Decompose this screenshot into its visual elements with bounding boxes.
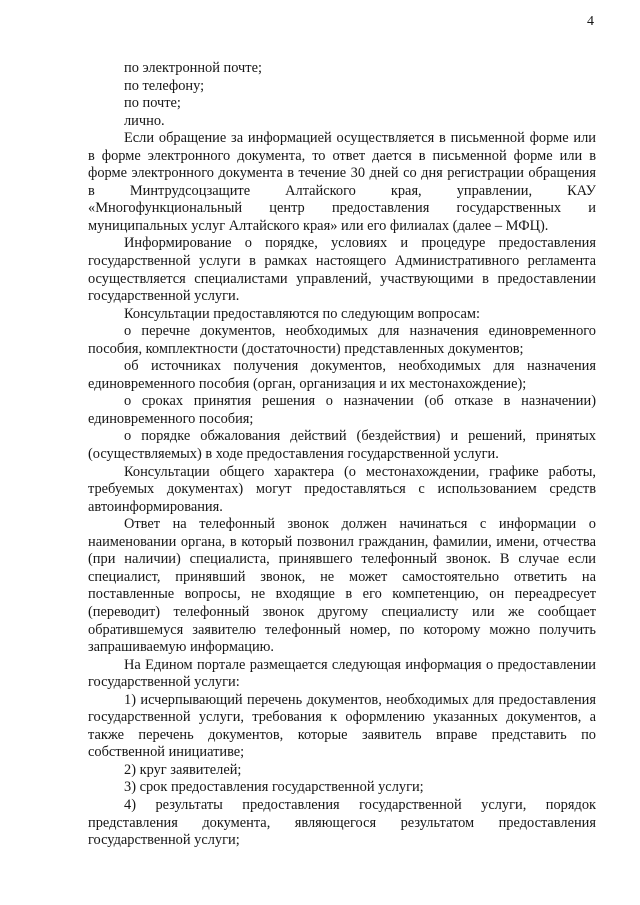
paragraph-topic-sources: об источниках получения документов, необходимых для назначения единовременного пособия (орган, организация и их местонахождение); [88,358,596,392]
paragraph-topic-documents: о перечне документов, необходимых для назначения единовременного пособия, комплектности (достаточности) представленных документов; [88,323,596,357]
paragraph-consultation-topics: Консультации предоставляются по следующим вопросам: [124,305,480,322]
paragraph-general-consultations: Консультации общего характера (о местонахождении, графике работы, требуемых документах) могут предоставляться с использованием средств автоинформирования. [88,463,596,515]
document-body [88,60,596,850]
paragraph-portal-item-2: 2) круг заявителей; [124,761,242,778]
paragraph-portal-info: На Едином портале размещается следующая информация о предоставлении государственной услуги: [88,656,596,691]
paragraph-channel-phone: по телефону; [124,77,205,94]
paragraph-phone-answer: Ответ на телефонный звонок должен начинаться с информации о наименовании органа, в который позвонил гражданин, фамилии, имени, отчества (при наличии) специалиста, принявшего телефонный звонок. В случае если специалист, принявший звонок, не может самостоятельно ответить на поставленные вопросы, не входящие в его компетенцию, он переадресует (переводит) телефонный звонок другому специалисту или же сообщает обратившемуся заявителю телефонный номер, по которому можно получить запрашиваемую информацию. [88,516,596,656]
paragraph-channel-email: по электронной почте; [124,60,262,76]
paragraph-written-request: Если обращение за информацией осуществляется в письменной форме или в форме электронного документа, то ответ дается в письменной форме или в форме электронного документа в течение 30 дней со дня регистрации обращения в Минтрудсоцзащите Алтайского края, управлении, КАУ «Многофункциональный центр предоставления государственных и муниципальных услуг Алтайского края» или его филиалах (далее – МФЦ). [88,130,596,234]
paragraph-portal-item-3: 3) срок предоставления государственной услуги; [124,779,424,796]
page-number: 4 [587,14,594,29]
paragraph-informing: Информирование о порядке, условиях и процедуре предоставления государственной услуги в рамках настоящего Административного регламента осуществляется специалистами управлений, участвующими в предоставлении государственной услуги. [88,235,596,305]
paragraph-portal-item-4: 4) результаты предоставления государственной услуги, порядок представления документа, являющегося результатом предоставления государственной услуги; [88,796,596,849]
paragraph-channel-in-person: лично. [124,112,165,129]
paragraph-topic-appeal: о порядке обжалования действий (бездействия) и решений, принятых (осуществляемых) в ходе предоставления государственной услуги. [88,428,596,463]
paragraph-portal-item-1: 1) исчерпывающий перечень документов, необходимых для предоставления государственной услуги, требования к оформлению указанных документов, а также перечень документов, которые заявитель вправе представить по собственной инициативе; [88,691,596,761]
paragraph-channel-post: по почте; [124,95,181,112]
paragraph-topic-deadlines: о сроках принятия решения о назначении (об отказе в назначении) единовременного пособия; [88,393,596,427]
